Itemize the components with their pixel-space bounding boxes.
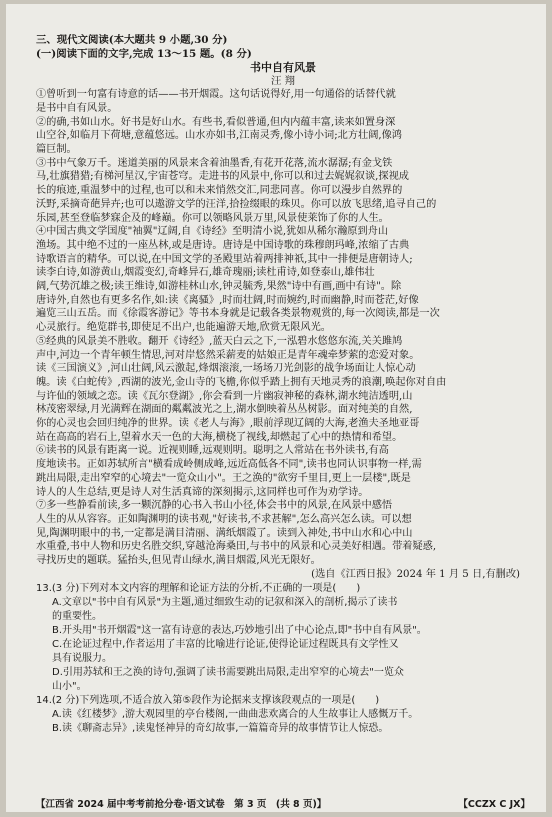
article-line: 长的痕迹,重温梦中的过程,也可以和未来悄然交汇,同悲同喜。你可以漫步自然界的 [36,185,403,197]
article-line: 人生的从从容容。正如陶渊明的读书观,"好读书,不求甚解",怎么高兴怎么读。可以想 [36,513,412,525]
article-line: 诗人的人生总结,更是诗人对生活真谛的深刻揭示,这同样也可作为劝学诗。 [36,486,369,498]
article-line: ⑤经典的风景美不胜收。翻开《诗经》,蓝天白云之下,一泓碧水悠悠东流,关关雎鸠 [36,335,403,347]
article-line: 诗歌语言的精华。可以说,在中国文学的圣殿里站着两排神祇,其中一排便是唐朝诗人; [36,253,413,265]
article-line: ①曾听到一句富有诗意的话——书开烟霞。这句话说得好,用一句通俗的话替代就 [36,89,396,101]
article-author: 汪 翔 [270,75,296,88]
article-line: 渔场。其中绝不过的一座丛林,或是唐诗。唐诗是中国诗歌的珠穆朗玛峰,浓缩了古典 [36,239,410,251]
article-line: 魄。读《白蛇传》,西湖的波光,金山寺的飞檐,你似乎踏上拥有天地灵秀的浪潮,唤起你对自由 [36,376,447,388]
question-option: 具有说服力。 [52,652,112,664]
question-option: C.在论证过程中,作者运用了丰富的比喻进行论证,使得论证过程既具有文学性又 [52,638,399,650]
article-line: ②的确,书如山水。好书是好山水。有些书,看似普通,但内内蕴丰富,读来如置身深 [36,116,396,128]
question-stem: 13.(3 分)下列对本文内容的理解和论证方法的分析,不正确的一项是( ) [36,582,361,594]
article-line: 心灵旅行。绝览群书,即使足不出户,也能遍游天地,欣赏无限风光。 [36,322,331,334]
question-stem: 14.(2 分)下列选项,不适合放入第⑤段作为论据来支撑该段观点的一项是( ) [36,694,380,706]
article-line: ③书中气象万千。迷道美丽的风景来含着油墨香,有花开花落,流水潺潺;有金戈铁 [36,157,393,169]
article-line: 阔,气势沉雄之极;读王维诗,如游桂林山水,钟灵毓秀,果然"诗中有画,画中有诗"。除 [36,281,402,293]
question-option: A.读《红楼梦》,游大观园里的亭台楼阁,一曲曲悲欢离合的人生故事让人感慨万千。 [52,708,419,720]
article-line: 唐诗外,自然也有更多名作,如:读《离骚》,时而壮阔,时而婉约,时而幽静,时而苍茫,好像 [36,294,419,306]
question-option: B.读《聊斋志异》,读鬼怪神异的奇幻故事,一篇篇奇异的故事情节让人惊恐。 [52,722,389,734]
article-line: 站在高高的岩石上,望着水天一色的大海,横桡了视线,却燃起了心中的热情和希望。 [36,431,403,443]
article-body [36,88,530,568]
article-line: 你的心灵也会回归纯净的世界。读《老人与海》,眼前浮现辽阔的大海,老渔夫圣地亚哥 [36,418,420,430]
questions [36,582,530,736]
article-line: 马,壮旗猎猎;有梯河星汉,宇宙苍穹。走进书的风景中,你可以和过去娓娓叙谈,探视成 [36,171,409,183]
exam-page [6,4,546,812]
question-option: D.引用苏轼和王之涣的诗句,强调了读书需要跳出局限,走出窄窄的心境去"一览众 [52,666,404,678]
article-line: ⑥读书的风景有距离一说。近视则睡,远观则明。聪明之人常站在书外读书,有高 [36,445,389,457]
article-line: 声中,河边一个青年顿生情思,河对岸悠然采薪麦的姑娘正是青年魂牵梦萦的恋爱对象。 [36,349,420,361]
article-line: 水重叠,书中人物和历史名胜交织,穿越沧海桑田,与书中的风景和心灵美好相遇。带着疑惑, [36,541,437,553]
section-header: 三、现代文阅读(本大题共 9 小题,30 分) [36,34,228,46]
article-line: 乐园,甚至登临梦寐企及的峰巅。你可以领略风景万里,风景使莱饰了你的人生。 [36,212,389,224]
article-line: 与许仙的领域之恋。读《瓦尔登湖》,你会看到一片幽寂神秘的森林,湖水纯洁透明,山 [36,390,413,402]
article-line: 读李白诗,如游黄山,烟霞变幻,奇峰异石,雄奇瑰丽;读杜甫诗,如登泰山,雄伟壮 [36,267,375,279]
article-line: ④中国古典文学国度"袖翼"辽阔,自《诗经》至明清小说,犹如从稀尔瀚原到舟山 [36,226,389,238]
article-line: 见,陶渊明眼中的书,一定都是满目清丽、满纸烟霞了。读到入神处,书中山水和心中山 [36,527,413,539]
footer-left: 【江西省 2024 届中考考前抢分卷·语文试卷 第 3 页 (共 8 页)】 [36,799,327,810]
article-line: ⑦多一些静看前读,多一颗沉静的心书入书山小径,体会书中的风景,在风景中感悟 [36,500,393,512]
question-option: 山小"。 [52,680,87,692]
question-option: B.开头用"书开烟霞"这一富有诗意的表达,巧妙地引出了中心论点,即"书中自有风景"。 [52,624,427,636]
article-line: 跳出局限,走出窄窄的心境去"一览众山小"。王之涣的"欲穷千里目,更上一层楼",既是 [36,472,411,484]
article-line: 寻找历史的题联。猛抬头,但见青山绿水,满目烟霞,风光无限好。 [36,555,321,567]
article-line: 度地读书。正如苏轼所言"横看成岭侧成峰,远近高低各不同",读书也同认识事物一样,需 [36,459,422,471]
footer-right: 【CCZX C JX】 [458,799,530,810]
article-line: 读《三国演义》,河山壮阔,风云激起,烽烟滚滚,一场场刀光剑影的战争场面让人惊心动 [36,363,416,375]
page-footer [36,796,530,810]
article-line: 是书中自有风景。 [36,102,118,114]
article-line: 林茂密翠绿,月光满辉在湖面的粼粼波光之上,湖水倒映着丛丛树影。面对纯美的自然, [36,404,413,416]
question-option: A.文章以"书中自有风景"为主题,通过细致生动的记叙和深入的剖析,揭示了读书 [52,596,398,608]
subsection-header: (一)阅读下面的文字,完成 13～15 题。(8 分) [36,47,252,60]
article-source: (选自《江西日报》2024 年 1 月 5 日,有删改) [311,568,520,580]
question-option: 的重要性。 [52,610,102,622]
article-line: 山空谷,如临月下荷塘,意蕴悠远。山水亦如书,江南灵秀,像小诗小词;北方壮阔,像鸿 [36,130,402,142]
article-line: 篇巨制。 [36,144,77,155]
article-line: 沃野,采摘奇葩异卉;也可以遨游文学的汪洋,拾捡缀眼的珠贝。你可以放飞思绪,追寻自己的 [36,198,437,210]
article-line: 遍览三山五岳。而《徐霞客游记》等书本身就是记载各类景物观赏的,每一次阅读,都是一次 [36,308,440,320]
article-title: 书中自有风景 [250,61,316,75]
